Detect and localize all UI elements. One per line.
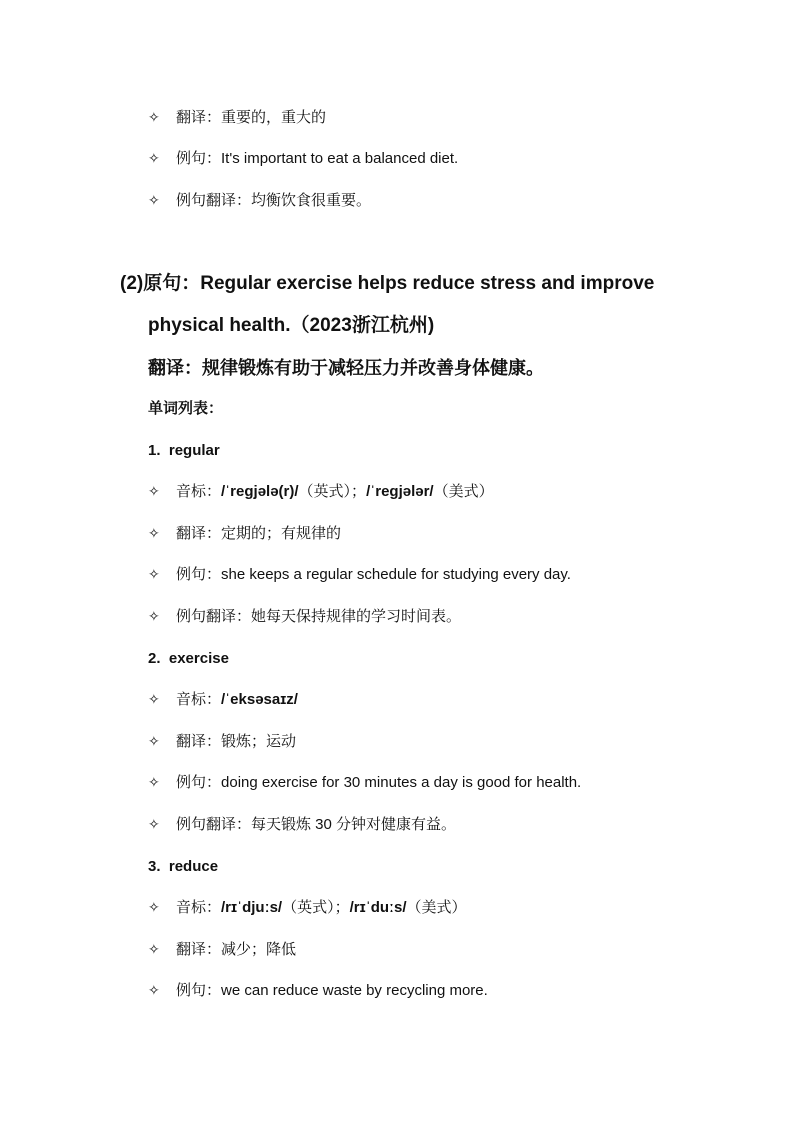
phonetic-uk: /rɪˈdjuːs/ xyxy=(221,899,283,916)
example-translation-text: 她每天保持规律的学习时间表。 xyxy=(251,608,462,625)
bullet-text: It's important to eat a balanced diet. xyxy=(221,150,459,167)
diamond-bullet-icon: ✧ xyxy=(148,817,160,833)
phonetic-us: /ˈregjələr/ xyxy=(366,483,434,500)
example-translation-text: 每天锻炼 30 分钟对健康有益。 xyxy=(251,816,457,833)
example-text: we can reduce waste by recycling more. xyxy=(221,982,488,999)
section-2-original-line1 xyxy=(120,271,654,297)
phonetic-label: 音标： xyxy=(176,899,222,916)
bullet-label: 例句翻译： xyxy=(176,192,252,209)
diamond-bullet-icon: ✧ xyxy=(148,151,160,167)
word-1-heading xyxy=(148,441,220,461)
diamond-bullet-icon: ✧ xyxy=(148,110,160,126)
diamond-bullet-icon: ✧ xyxy=(148,692,160,708)
translation-label: 翻译： xyxy=(176,941,222,958)
example-label: 例句： xyxy=(176,774,222,791)
phonetic-us: /rɪˈduːs/ xyxy=(349,899,407,916)
bullet-text: 重要的，重大的 xyxy=(221,109,327,126)
phonetic-text: /ˈeksəsaɪz/ xyxy=(221,691,298,708)
diamond-bullet-icon: ✧ xyxy=(148,609,160,625)
word-text: exercise xyxy=(168,650,229,667)
phonetic-label: 音标： xyxy=(176,483,222,500)
example-text: she keeps a regular schedule for studying every day. xyxy=(221,566,571,583)
translation-label: 翻译： xyxy=(176,525,222,542)
section-number: (2) xyxy=(120,273,144,294)
uk-tag: （英式）； xyxy=(282,899,350,916)
us-tag: （美式） xyxy=(406,899,467,916)
example-label: 例句： xyxy=(176,566,222,583)
bullet-label: 例句： xyxy=(176,150,222,167)
section-2-original-line2: physical health.（2023浙江杭州) xyxy=(148,315,435,336)
diamond-bullet-icon: ✧ xyxy=(148,484,160,500)
word-number: 2. xyxy=(148,650,161,667)
word-number: 1. xyxy=(148,442,161,459)
diamond-bullet-icon: ✧ xyxy=(148,567,160,583)
uk-tag: （英式）； xyxy=(298,483,367,500)
word-number: 3. xyxy=(148,858,161,875)
translation-label: 翻译： xyxy=(176,733,222,750)
us-tag: （美式） xyxy=(433,483,494,500)
translation-text: 定期的；有规律的 xyxy=(221,525,342,542)
diamond-bullet-icon: ✧ xyxy=(148,526,160,542)
word-2-heading xyxy=(148,649,229,669)
bullet-label: 翻译： xyxy=(176,109,222,126)
phonetic-label: 音标： xyxy=(176,691,222,708)
translation-text: 锻炼；运动 xyxy=(221,733,297,750)
diamond-bullet-icon: ✧ xyxy=(148,983,160,999)
example-label: 例句： xyxy=(176,982,222,999)
original-label: 原句： xyxy=(143,273,201,294)
word-3-heading xyxy=(148,857,218,877)
diamond-bullet-icon: ✧ xyxy=(148,193,160,209)
diamond-bullet-icon: ✧ xyxy=(148,900,160,916)
bullet-text: 均衡饮食很重要。 xyxy=(251,192,372,209)
section-2-translation: 翻译：规律锻炼有助于减轻压力并改善身体健康。 xyxy=(148,358,544,378)
example-text: doing exercise for 30 minutes a day is good for health. xyxy=(221,774,582,791)
original-sentence-part1: Regular exercise helps reduce stress and improve xyxy=(200,273,655,294)
example-translation-label: 例句翻译： xyxy=(176,608,252,625)
diamond-bullet-icon: ✧ xyxy=(148,734,160,750)
translation-text: 减少；降低 xyxy=(221,941,297,958)
diamond-bullet-icon: ✧ xyxy=(148,942,160,958)
word-list-heading: 单词列表： xyxy=(148,400,224,417)
phonetic-uk: /ˈregjələ(r)/ xyxy=(221,483,299,500)
diamond-bullet-icon: ✧ xyxy=(148,775,160,791)
word-text: regular xyxy=(168,442,220,459)
word-text: reduce xyxy=(168,858,219,875)
example-translation-label: 例句翻译： xyxy=(176,816,252,833)
